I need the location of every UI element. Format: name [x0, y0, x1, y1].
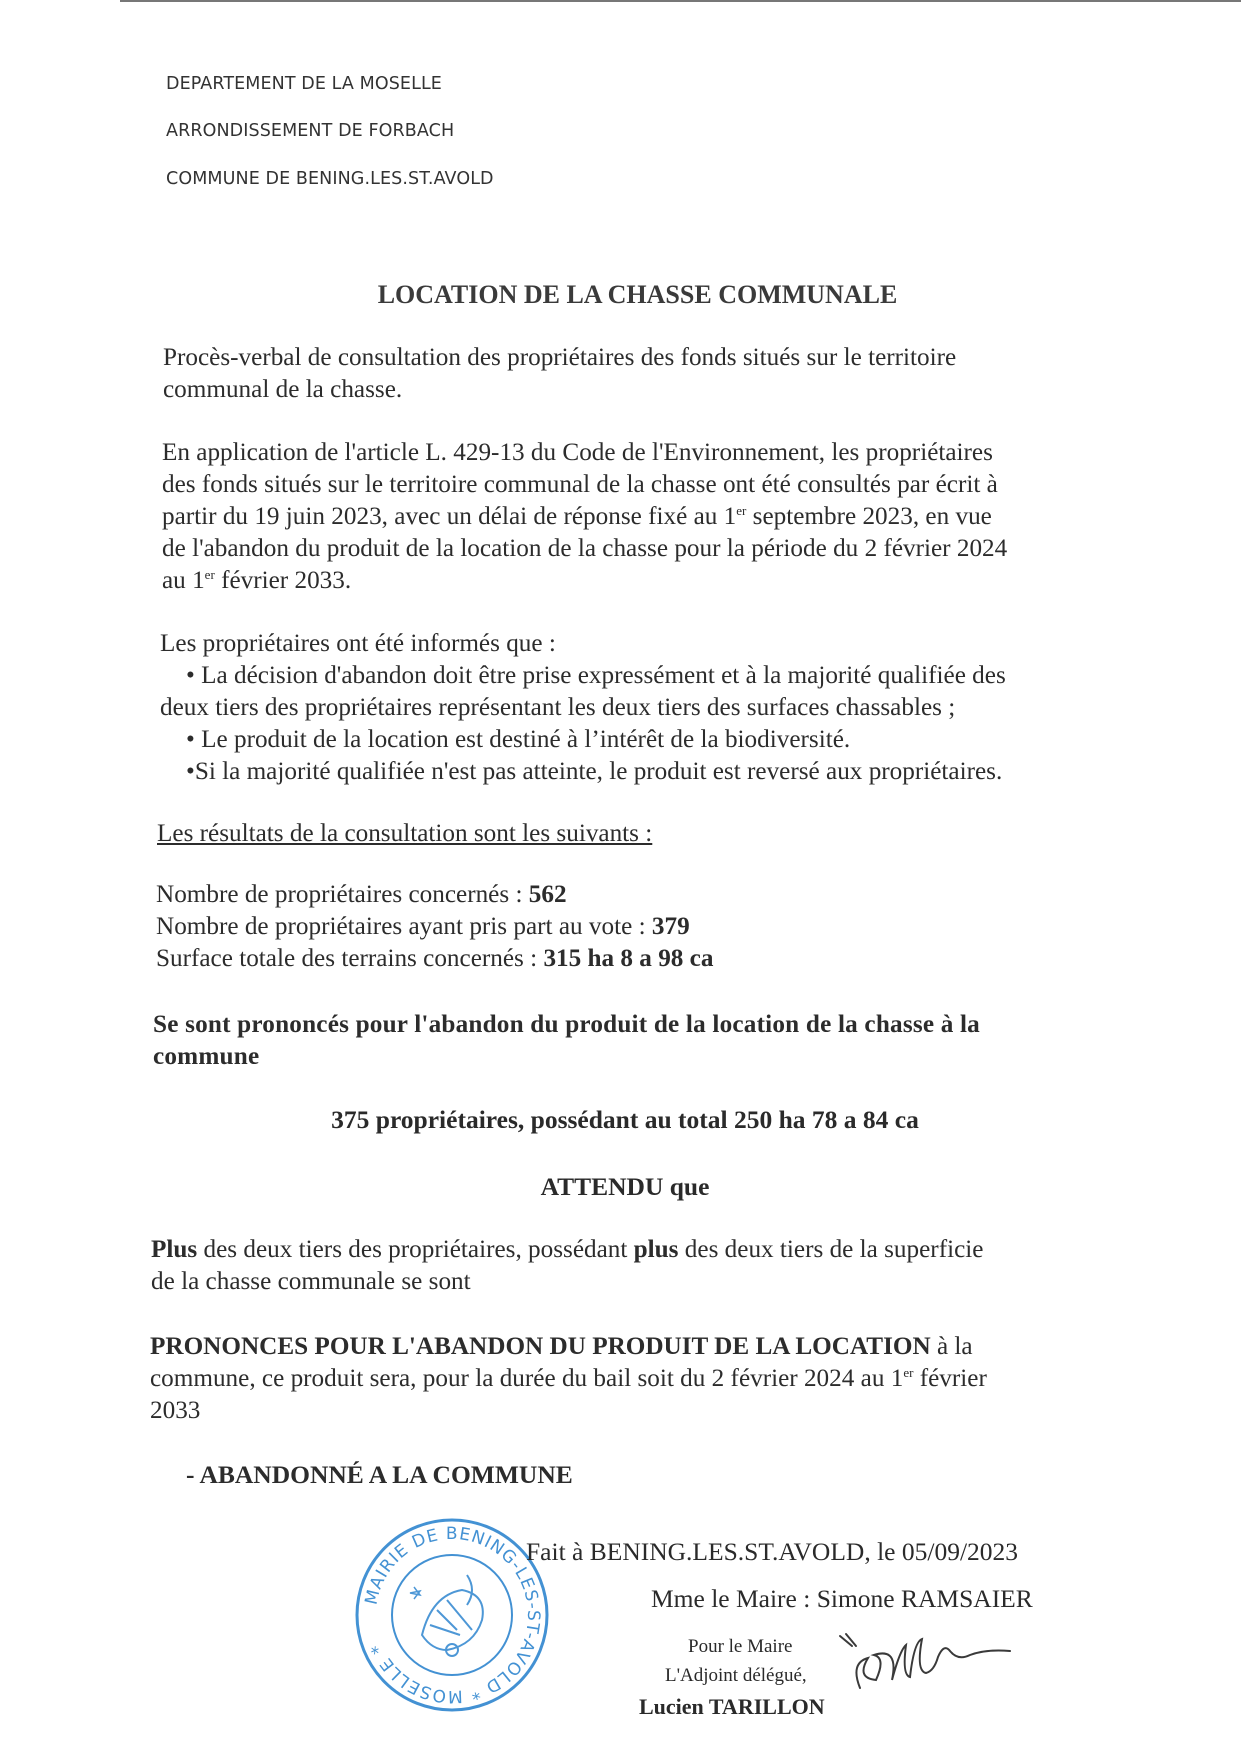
application-paragraph — [162, 437, 1007, 597]
pronounced-paragraph — [153, 1009, 980, 1073]
result-label: Nombre de propriétaires concernés : — [156, 881, 529, 908]
intro-line: communal de la chasse. — [163, 376, 403, 403]
result-label: Surface totale des terrains concernés : — [156, 945, 544, 972]
attendu-heading: ATTENDU que — [540, 1172, 710, 1201]
handwritten-signature — [838, 1628, 1043, 1708]
majority-emphasis: plus — [633, 1236, 679, 1263]
svg-text:MAIRIE DE BENING-LES-ST-AVOLD: MAIRIE DE BENING-LES-ST-AVOLD * MOSELLE * — [361, 1523, 544, 1707]
adjoint-label: L'Adjoint délégué, — [665, 1665, 807, 1686]
header-departement: DEPARTEMENT DE LA MOSELLE — [166, 74, 442, 94]
application-line: de l'abandon du produit de la location de la chasse pour la période du 2 février 2024 — [162, 535, 1008, 562]
application-line — [162, 501, 1007, 533]
bullet-item-continuation: deux tiers des propriétaires représentant les deux tiers des surfaces chassables ; — [160, 694, 956, 721]
mairie-stamp — [352, 1515, 552, 1715]
results-heading — [157, 818, 652, 850]
majority-text: des deux tiers des propriétaires, possédant — [197, 1236, 634, 1263]
application-text: au 1 — [162, 567, 205, 594]
header-commune: COMMUNE DE BENING.LES.ST.AVOLD — [166, 169, 494, 189]
conclusion-line — [150, 1363, 987, 1395]
decision-item — [186, 1459, 573, 1491]
header-arrondissement: ARRONDISSEMENT DE FORBACH — [166, 121, 455, 141]
conclusion-paragraph — [150, 1331, 987, 1427]
results-heading-text: Les résultats de la consultation sont les suivants : — [157, 820, 653, 847]
application-line — [162, 565, 1007, 597]
majority-text: des deux tiers de la superficie — [678, 1236, 984, 1263]
application-line: En application de l'article L. 429-13 du Code de l'Environnement, les propriétaires — [162, 439, 993, 466]
result-label: Nombre de propriétaires ayant pris part au vote : — [156, 913, 652, 940]
application-line: des fonds situés sur le territoire communal de la chasse ont été consultés par écrit à — [162, 471, 998, 498]
conclusion-line — [150, 1331, 987, 1363]
result-value: 379 — [651, 913, 690, 940]
bullet-item: • La décision d'abandon doit être prise expressément et à la majorité qualifiée des — [186, 662, 1006, 689]
decision-text: - ABANDONNÉ A LA COMMUNE — [186, 1460, 573, 1489]
majority-line: de la chasse communale se sont — [151, 1268, 471, 1295]
conclusion-text: commune, ce produit sera, pour la durée du bail soit du 2 février 2024 au 1 — [150, 1365, 904, 1392]
conclusion-line: 2033 — [150, 1397, 201, 1424]
document-title: LOCATION DE LA CHASSE COMMUNALE — [377, 280, 898, 309]
application-text: février 2033. — [214, 567, 352, 594]
bullet-item: •Si la majorité qualifiée n'est pas atteinte, le produit est reversé aux propriétaires. — [186, 758, 1003, 785]
superscript: er — [736, 503, 747, 518]
scan-top-edge — [120, 0, 1241, 2]
intro-paragraph — [163, 342, 956, 406]
conclusion-text: février — [913, 1365, 987, 1392]
superscript: er — [204, 567, 215, 582]
pour-le-maire: Pour le Maire — [688, 1636, 793, 1657]
majority-line — [151, 1234, 983, 1266]
conclusion-emphasis: PRONONCES POUR L'ABANDON DU PRODUIT DE LA LOCATION — [150, 1333, 931, 1360]
results-list — [156, 879, 713, 975]
application-text: partir du 19 juin 2023, avec un délai de réponse fixé au 1 — [162, 503, 737, 530]
application-text: septembre 2023, en vue — [746, 503, 992, 530]
intro-line: Procès-verbal de consultation des propriétaires des fonds situés sur le territoire — [163, 344, 957, 371]
informed-intro: Les propriétaires ont été informés que : — [160, 630, 556, 657]
bullet-item: • Le produit de la location est destiné à l’intérêt de la biodiversité. — [186, 726, 851, 753]
adjoint-name: Lucien TARILLON — [639, 1694, 825, 1719]
result-value: 315 ha 8 a 98 ca — [543, 945, 714, 972]
result-value: 562 — [528, 881, 567, 908]
majority-paragraph — [151, 1234, 983, 1298]
tally-line: 375 propriétaires, possédant au total 250 ha 78 a 84 ca — [331, 1105, 919, 1134]
informed-paragraph — [160, 628, 1006, 788]
place-date: Fait à BENING.LES.ST.AVOLD, le 05/09/2023 — [526, 1537, 1019, 1566]
conclusion-text: à la — [930, 1333, 973, 1360]
result-surface — [156, 943, 713, 975]
mayor-line: Mme le Maire : Simone RAMSAIER — [651, 1584, 1033, 1613]
result-owners — [156, 879, 713, 911]
superscript: er — [903, 1365, 914, 1380]
pronounced-line: Se sont prononcés pour l'abandon du produit de la location de la chasse à la — [153, 1011, 980, 1038]
result-voters — [156, 911, 713, 943]
majority-emphasis: Plus — [151, 1236, 198, 1263]
pronounced-line: commune — [153, 1043, 260, 1070]
